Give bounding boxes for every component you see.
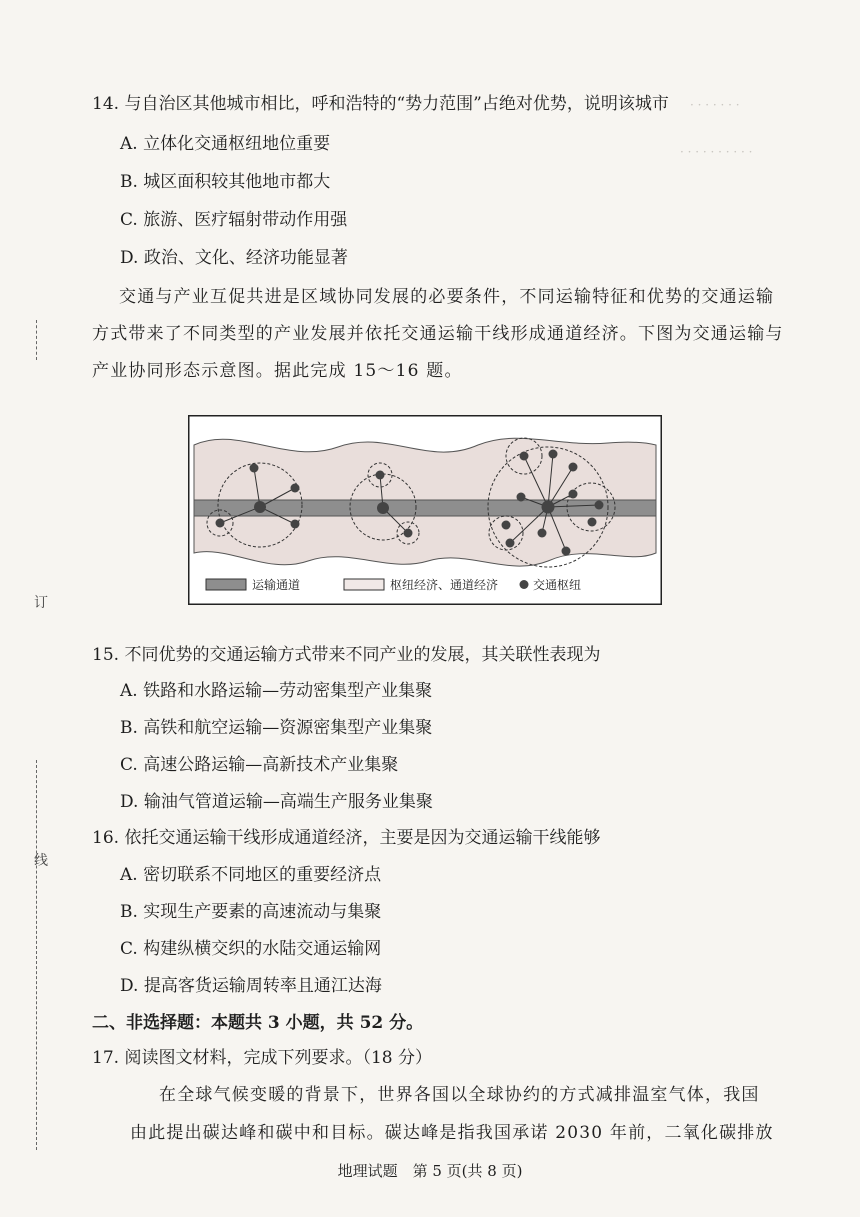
bleed-through-text: · · · · · · · · · · (680, 145, 753, 159)
legend-swatch-economy (344, 579, 384, 590)
q15-option-c: C. 高速公路运输—高新技术产业集聚 (120, 755, 399, 775)
q14-option-a: A. 立体化交通枢纽地位重要 (120, 134, 331, 154)
page-footer: 地理试题 第 5 页(共 8 页) (337, 1162, 523, 1180)
binding-margin-line-upper (36, 320, 37, 360)
section-2-heading: 二、非选择题：本题共 3 小题，共 52 分。 (92, 1013, 424, 1033)
transport-industry-diagram (188, 415, 662, 605)
margin-mark-xian: 线 (34, 853, 48, 869)
q17-stem: 17. 阅读图文材料，完成下列要求。（18 分） (92, 1048, 432, 1068)
q15-stem: 15. 不同优势的交通运输方式带来不同产业的发展，其关联性表现为 (92, 645, 601, 665)
q17-material-line-2: 由此提出碳达峰和碳中和目标。碳达峰是指我国承诺 2030 年前，二氧化碳排放 (130, 1123, 774, 1143)
material-line-2: 方式带来了不同类型的产业发展并依托交通运输干线形成通道经济。下图为交通运输与 (92, 324, 784, 344)
q14-option-c: C. 旅游、医疗辐射带动作用强 (120, 210, 348, 230)
legend-label-hub: 交通枢纽 (533, 578, 582, 592)
margin-mark-ding: 订 (34, 595, 48, 611)
material-line-1: 交通与产业互促共进是区域协同发展的必要条件，不同运输特征和优势的交通运输 (119, 287, 775, 307)
bleed-through-text: · · · · · · · (690, 98, 740, 112)
q15-option-a: A. 铁路和水路运输—劳动密集型产业集聚 (120, 681, 433, 701)
legend-swatch-corridor (206, 579, 246, 590)
legend-swatch-hub (520, 580, 529, 589)
q15-option-b: B. 高铁和航空运输—资源密集型产业集聚 (120, 718, 433, 738)
q14-option-d: D. 政治、文化、经济功能显著 (120, 248, 348, 268)
q16-option-a: A. 密切联系不同地区的重要经济点 (120, 865, 382, 885)
q14-option-b: B. 城区面积较其他地市都大 (120, 172, 331, 192)
q16-stem: 16. 依托交通运输干线形成通道经济，主要是因为交通运输干线能够 (92, 828, 601, 848)
q14-stem: 14. 与自治区其他城市相比，呼和浩特的“势力范围”占绝对优势，说明该城市 (92, 94, 669, 114)
q16-option-c: C. 构建纵横交织的水陆交通运输网 (120, 939, 382, 959)
q16-option-d: D. 提高客货运输周转率且通江达海 (120, 976, 382, 996)
q15-option-d: D. 输油气管道运输—高端生产服务业集聚 (120, 792, 433, 812)
legend-label-economy: 枢纽经济、通道经济 (390, 578, 499, 592)
q16-option-b: B. 实现生产要素的高速流动与集聚 (120, 902, 382, 922)
binding-margin-line (36, 760, 37, 1150)
q17-material-line-1: 在全球气候变暖的背景下，世界各国以全球协约的方式减排温室气体，我国 (159, 1085, 760, 1105)
material-line-3: 产业协同形态示意图。据此完成 15～16 题。 (92, 361, 463, 381)
legend-label-corridor: 运输通道 (252, 578, 301, 592)
